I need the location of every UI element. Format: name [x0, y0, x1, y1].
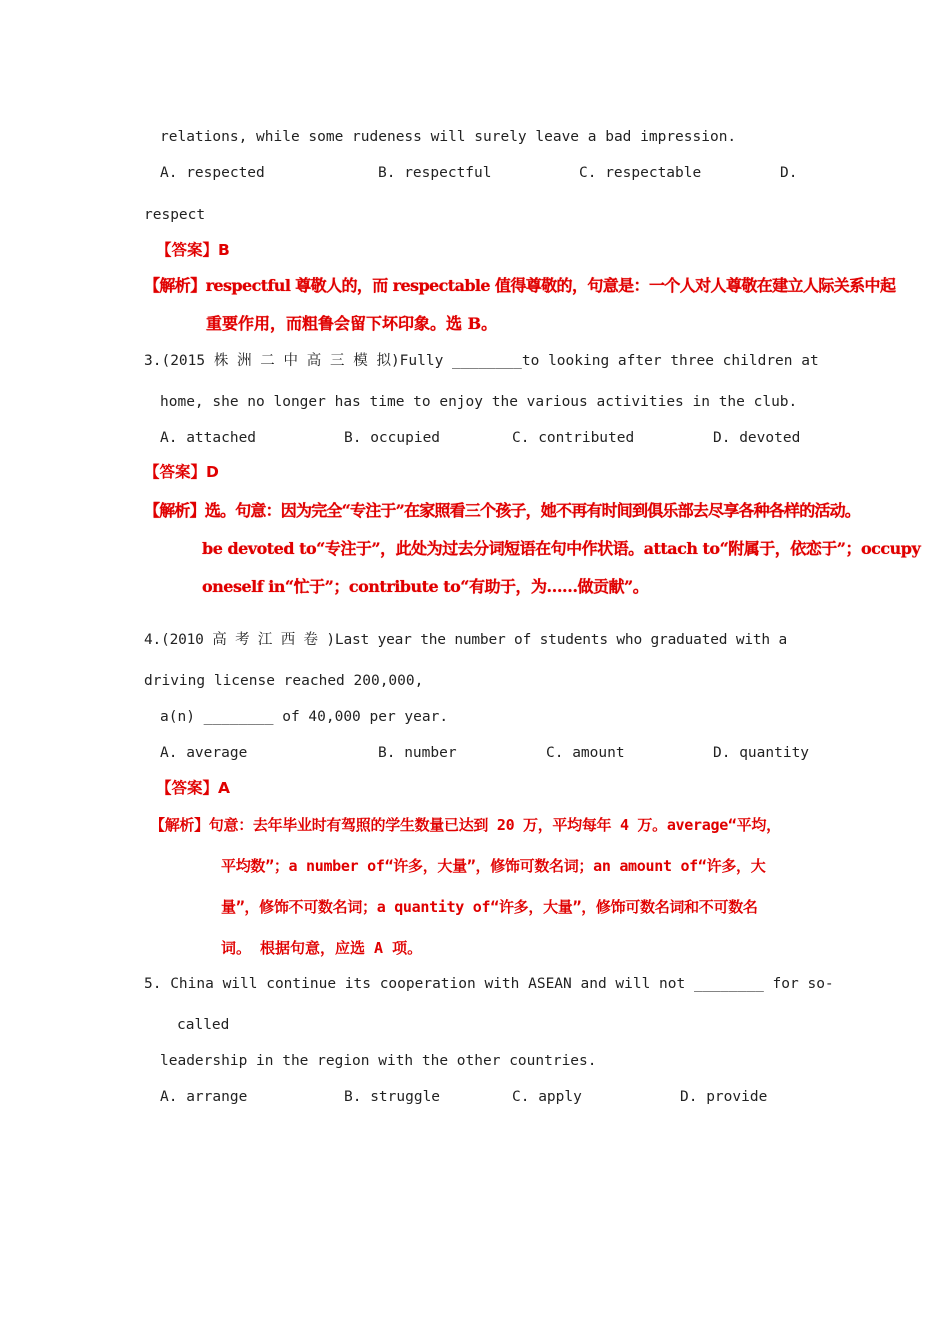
q3-option-c: C. contributed: [512, 430, 635, 446]
q5-option-c: C. apply: [512, 1089, 582, 1105]
q4-option-b: B. number: [378, 745, 457, 761]
q4-answer: 【答案】A: [156, 779, 230, 797]
q2-stem-line: relations, while some rudeness will surely leave a bad impression.: [160, 129, 737, 145]
q5-option-d: D. provide: [680, 1089, 768, 1105]
q3-stem-line: 3.(2015 株 洲 二 中 高 三 模 拟)Fully ________to looking after three children at: [144, 353, 819, 369]
q3-analysis-line: oneself in“忙于”；contribute to“有助于，为……做贡献”。: [202, 577, 649, 596]
q4-analysis-line: 量”，修饰不可数名词；a quantity of“许多，大量”，修饰可数名词和不可数名: [221, 898, 758, 916]
q2-option-d: D.: [780, 165, 798, 181]
q4-option-c: C. amount: [546, 745, 625, 761]
q2-answer: 【答案】B: [156, 241, 230, 259]
q4-option-a: A. average: [160, 745, 248, 761]
q4-stem-line: driving license reached 200,000,: [144, 673, 424, 689]
q5-option-b: B. struggle: [344, 1089, 441, 1105]
q3-stem-line: home, she no longer has time to enjoy the various activities in the club.: [160, 394, 798, 410]
q3-answer: 【答案】D: [144, 463, 219, 481]
q4-analysis-line: 【解析】句意：去年毕业时有驾照的学生数量已达到 20 万，平均每年 4 万。average“平均，: [150, 816, 781, 834]
q3-analysis-line: 【解析】选。句意：因为完全“专注于”在家照看三个孩子，她不再有时间到俱乐部去尽享各种各样的活动。: [144, 501, 861, 520]
q4-stem-line: a(n) ________ of 40,000 per year.: [160, 709, 449, 725]
q2-option-a: A. respected: [160, 165, 265, 181]
q5-stem-line: called: [177, 1017, 230, 1033]
q3-option-a: A. attached: [160, 430, 257, 446]
q2-option-b: B. respectful: [378, 165, 492, 181]
q5-option-a: A. arrange: [160, 1089, 248, 1105]
q5-stem-line: leadership in the region with the other countries.: [160, 1053, 597, 1069]
q2-option-d-wrap: respect: [144, 207, 206, 223]
q4-analysis-line: 平均数”；a number of“许多，大量”，修饰可数名词；an amount of“许多，大: [221, 857, 766, 875]
q5-stem-line: 5. China will continue its cooperation with ASEAN and will not ________ for so-: [144, 976, 834, 992]
q4-stem-line: 4.(2010 高 考 江 西 卷 )Last year the number of students who graduated with a: [144, 632, 787, 648]
q4-analysis-line: 词。 根据句意，应选 A 项。: [221, 939, 423, 957]
q2-analysis-line: 重要作用，而粗鲁会留下坏印象。选 B。: [206, 314, 498, 333]
q3-option-b: B. occupied: [344, 430, 441, 446]
q4-option-d: D. quantity: [713, 745, 810, 761]
q3-analysis-line: be devoted to“专注于”，此处为过去分词短语在句中作状语。attach to“附属于，依恋于”；occupy: [202, 539, 921, 558]
q2-analysis-line: 【解析】respectful 尊敬人的，而 respectable 值得尊敬的，句意是：一个人对人尊敬在建立人际关系中起: [144, 276, 896, 295]
q3-option-d: D. devoted: [713, 430, 801, 446]
q2-option-c: C. respectable: [579, 165, 702, 181]
